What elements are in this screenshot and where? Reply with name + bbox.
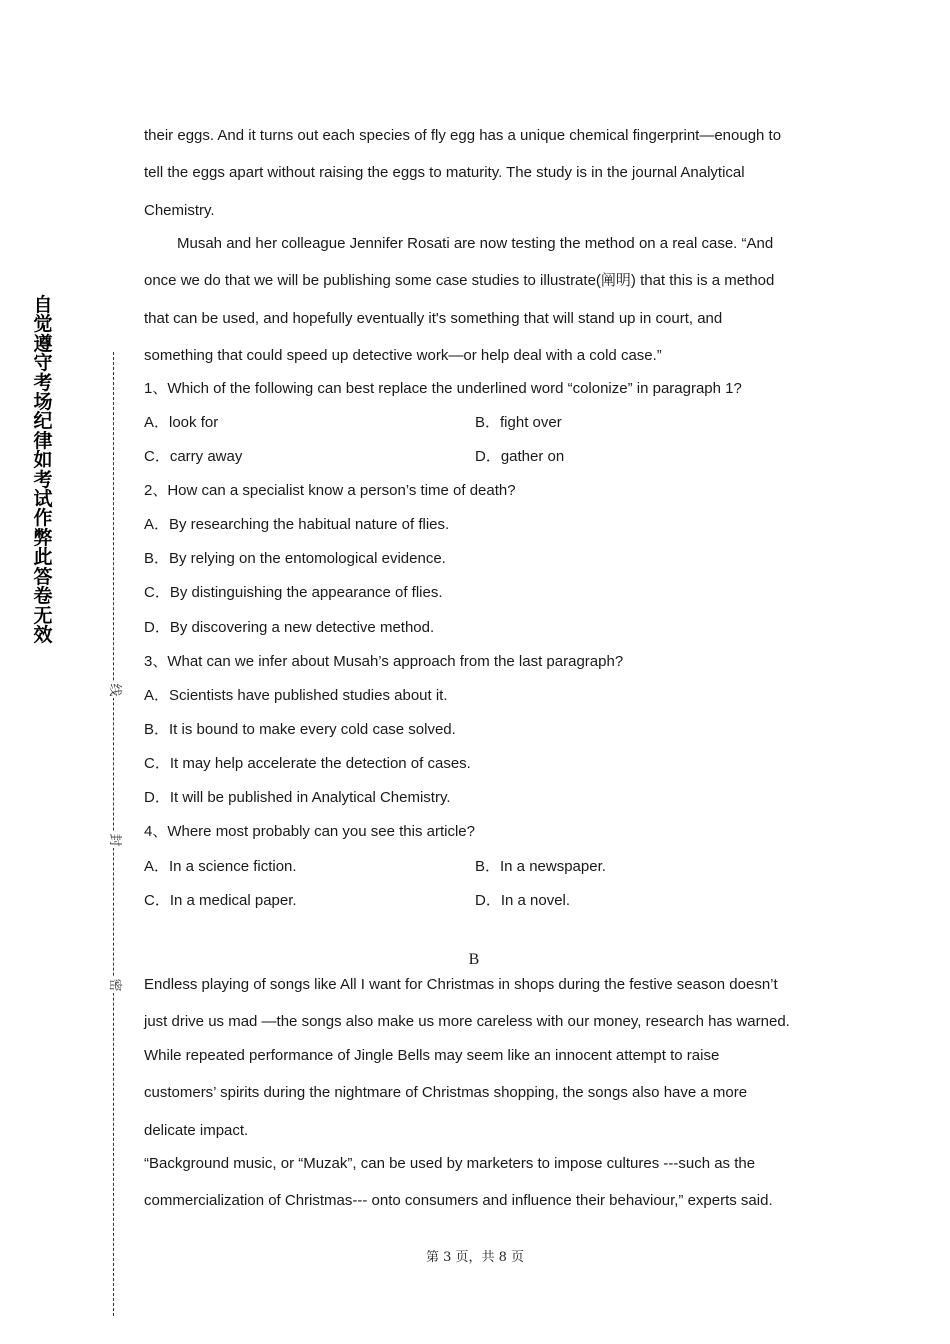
passage-line: Chemistry.: [144, 202, 215, 219]
passage-line: tell the eggs apart without raising the eggs to maturity. The study is in the journal Analytical: [144, 164, 745, 181]
binding-mark-secret: 密: [107, 978, 122, 992]
passage-b-line: commercialization of Christmas--- onto consumers and influence their behaviour,” experts said.: [144, 1192, 773, 1209]
q1-option-b: B．fight over: [475, 414, 562, 431]
passage-line: Musah and her colleague Jennifer Rosati are now testing the method on a real case. “And: [177, 235, 774, 252]
q2-option-a: A．By researching the habitual nature of flies.: [144, 516, 450, 533]
q3-option-d: D．It will be published in Analytical Chemistry.: [144, 789, 451, 806]
q3-option-a: A．Scientists have published studies about it.: [144, 687, 448, 704]
q4-option-d: D．In a novel.: [475, 892, 571, 909]
page-number-footer: 第 3 页，共 8 页: [425, 1250, 525, 1265]
q3-option-c: C．It may help accelerate the detection of cases.: [144, 755, 471, 772]
passage-b-line: While repeated performance of Jingle Bells may seem like an innocent attempt to raise: [144, 1047, 720, 1064]
q4-option-b: B．In a newspaper.: [475, 858, 606, 875]
exam-discipline-notice: 自觉遵守考场纪律如考试作弊此答卷无效: [33, 294, 53, 646]
passage-b-line: just drive us mad —the songs also make us more careless with our money, research has warned.: [144, 1013, 790, 1030]
binding-mark-seal: 封: [107, 833, 122, 847]
question-4-stem: 4、Where most probably can you see this article?: [144, 823, 475, 840]
q2-option-b: B．By relying on the entomological evidence.: [144, 550, 446, 567]
q1-option-c: C．carry away: [144, 448, 243, 465]
q4-option-a: A．In a science fiction.: [144, 858, 297, 875]
q4-option-c: C．In a medical paper.: [144, 892, 297, 909]
q1-option-d: D．gather on: [475, 448, 565, 465]
q2-option-c: C．By distinguishing the appearance of flies.: [144, 584, 443, 601]
q3-option-b: B．It is bound to make every cold case solved.: [144, 721, 456, 738]
binding-mark-line: 线: [107, 683, 122, 697]
passage-line: their eggs. And it turns out each species of fly egg has a unique chemical fingerprint—enough to: [144, 127, 782, 144]
passage-line: that can be used, and hopefully eventually it's something that will stand up in court, and: [144, 310, 723, 327]
question-3-stem: 3、What can we infer about Musah’s approach from the last paragraph?: [144, 653, 624, 670]
passage-b-line: “Background music, or “Muzak”, can be used by marketers to impose cultures ---such as the: [144, 1155, 756, 1172]
question-1-stem: 1、Which of the following can best replace the underlined word “colonize” in paragraph 1?: [144, 380, 742, 397]
section-b-title: B: [468, 951, 480, 968]
passage-line: something that could speed up detective work—or help deal with a cold case.”: [144, 347, 662, 364]
passage-b-line: Endless playing of songs like All I want for Christmas in shops during the festive season doesn’t: [144, 976, 778, 993]
passage-b-line: delicate impact.: [144, 1122, 249, 1139]
q1-option-a: A．look for: [144, 414, 219, 431]
question-2-stem: 2、How can a specialist know a person’s time of death?: [144, 482, 516, 499]
passage-line: once we do that we will be publishing some case studies to illustrate(阐明) that this is a method: [144, 272, 775, 289]
passage-b-line: customers’ spirits during the nightmare of Christmas shopping, the songs also have a more: [144, 1084, 748, 1101]
q2-option-d: D．By discovering a new detective method.: [144, 619, 435, 636]
